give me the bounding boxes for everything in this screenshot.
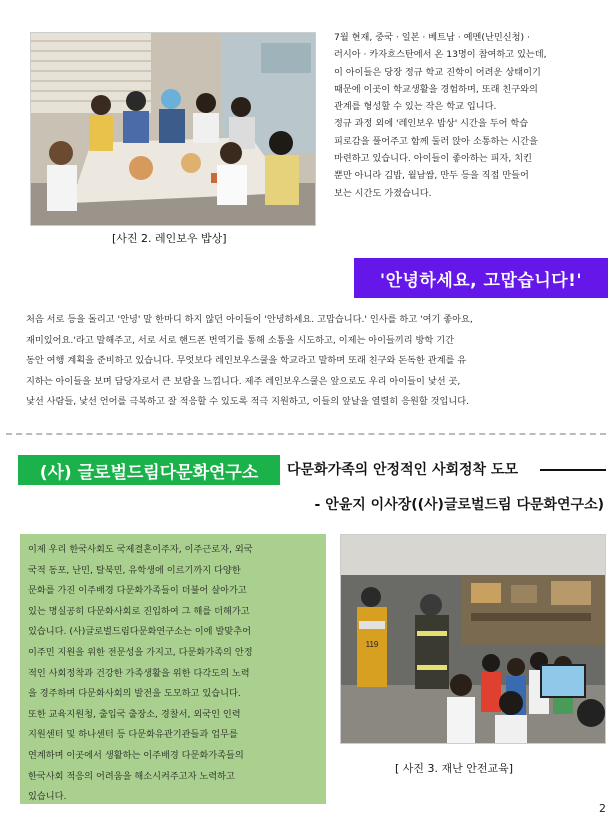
intro-line: 이 아이들은 당장 정규 학교 진학이 어려운 상태이기	[334, 66, 541, 78]
photo-rainbow-table	[30, 32, 316, 226]
org-description-line: 연계하며 이곳에서 생활하는 이주배경 다문화가족들의	[28, 749, 244, 761]
org-description-line: 한국사회 적응의 어려움을 해소시켜주고자 노력하고	[28, 770, 235, 782]
photo-rainbow-table-caption: [사진 2. 레인보우 밥상]	[112, 232, 227, 245]
story-paragraph	[26, 310, 598, 413]
org-description-line: 국적 동포, 난민, 탈북민, 유학생에 이르기까지 다양한	[28, 564, 241, 576]
section-title: 다문화가족의 안정적인 사회정착 도모	[287, 462, 519, 478]
intro-line: 정규 과정 외에 '레인보우 밥상' 시간을 두어 학습	[334, 118, 529, 130]
intro-line: 보는 시간도 가졌습니다.	[334, 187, 432, 199]
org-description-line: 이주민 지원을 위한 전문성을 가지고, 다문화가족의 안정	[28, 646, 253, 658]
intro-line: 7월 현재, 중국 · 일본 · 베트남 · 예멘(난민신청) ·	[334, 32, 530, 43]
org-description-line: 있는 명실공히 다문화사회로 진입하여 그 해를 더해가고	[28, 605, 250, 617]
intro-paragraph	[334, 29, 606, 202]
photo-safety-education-caption: [ 사진 3. 재난 안전교육]	[395, 762, 514, 775]
org-description-line: 적인 사회정착과 건강한 가족생활을 위한 다각도의 노력	[28, 667, 250, 679]
section-divider	[6, 433, 606, 435]
org-name-badge: (사) 글로벌드림다문화연구소	[18, 455, 280, 485]
org-description-line: 을 경주하며 다문화사회의 발전을 도모하고 있습니다.	[28, 688, 241, 700]
org-description-box	[20, 534, 326, 804]
section-author: - 안윤지 이사장((사)글로벌드림 다문화연구소)	[314, 497, 604, 513]
greeting-banner: '안녕하세요, 고맙습니다!'	[354, 258, 608, 298]
photo-safety-education	[340, 534, 606, 744]
story-line: 낯선 사람들, 낯선 언어를 극복하고 잘 적응할 수 있도록 적극 지원하고, 이들의 앞날을 열렬히 응원할 것입니다.	[26, 396, 470, 407]
title-rule	[540, 469, 606, 471]
vest-text: 119	[365, 640, 379, 649]
photo-rainbow-table-image	[31, 33, 315, 225]
org-description-line: 문화를 가진 이주배경 다문화가족들이 더불어 살아가고	[28, 585, 247, 597]
org-description-line: 있습니다.	[28, 791, 67, 803]
intro-line: 뿐만 아니라 김밥, 월남쌈, 만두 등을 직접 만들어	[334, 170, 529, 182]
intro-line: 마련하고 있습니다. 아이들이 좋아하는 피자, 치킨	[334, 153, 532, 165]
photo-safety-education-image	[341, 535, 605, 743]
intro-line: 관계를 형성할 수 있는 작은 학교 입니다.	[334, 101, 497, 113]
org-description-line: 있습니다. (사)글로벌드림다문화연구소는 이에 발맞추어	[28, 626, 251, 638]
org-description-line: 또한 교육지원청, 출입국 출장소, 경찰서, 외국인 인력	[28, 708, 241, 720]
page-number: 2	[599, 802, 606, 815]
story-line: 지하는 아이들을 보며 담당자로서 큰 보람을 느낍니다. 제주 레인보우스쿨은 앞으로도 우리 아이들이 낯선 곳,	[26, 375, 461, 387]
story-line: 재미있어요.'라고 말해주고, 서로 서로 핸드폰 번역기를 통해 소통을 시도하고, 이제는 아이들끼리 방학 기간	[26, 334, 454, 346]
story-line: 동안 여행 계획을 준비하고 있습니다. 무엇보다 레인보우스쿨을 학교라고 말하며 또래 친구와 돈독한 관계를 유	[26, 355, 467, 366]
story-line: 처음 서로 등을 돌리고 '안녕' 말 한마디 하지 않던 아이들이 '안녕하세요. 고맙습니다.' 인사를 하고 '여기 좋아요,	[26, 314, 473, 325]
intro-line: 때문에 이곳이 학교생활을 경험하며, 또래 친구와의	[334, 83, 538, 95]
org-description-line: 지원센터 및 하나센터 등 다문화유관기관들과 업무를	[28, 729, 238, 741]
intro-line: 피로감을 풀어주고 함께 둘러 앉아 소통하는 시간을	[334, 135, 538, 147]
org-description-line: 이제 우리 한국사회도 국제결혼이주자, 이주근로자, 외국	[28, 544, 253, 555]
intro-line: 러시아 · 카자흐스탄에서 온 13명이 참여하고 있는데,	[334, 49, 547, 61]
